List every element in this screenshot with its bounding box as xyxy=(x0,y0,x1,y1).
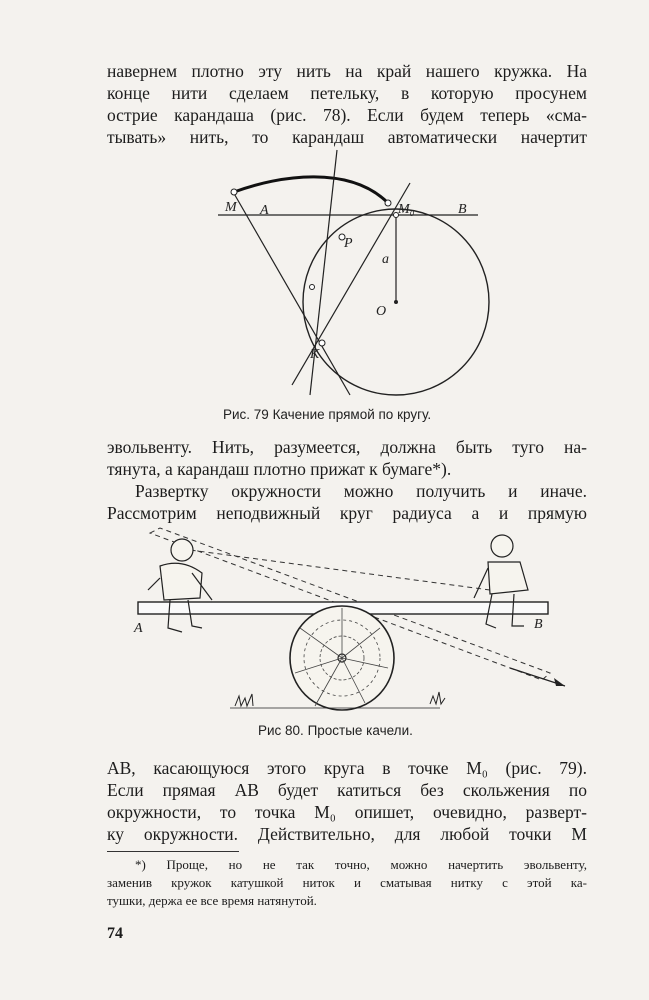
figure-80-caption: Рис 80. Простые качели. xyxy=(258,723,413,738)
footnote xyxy=(107,856,587,910)
label-M0: M₀ xyxy=(398,202,415,217)
footnote-rule xyxy=(107,851,239,852)
text-line: навернем плотно эту нить на край нашего кружка. На xyxy=(107,61,587,81)
point-M0-outer xyxy=(385,200,391,206)
figure-79-diagram xyxy=(210,145,480,400)
text-line: окружности, то точка M₀ опишет, очевидно, разверт- xyxy=(107,802,587,822)
label-K: K xyxy=(310,347,320,362)
label-B: B xyxy=(458,202,467,217)
label-A: A xyxy=(260,203,269,218)
paragraph-4 xyxy=(107,757,587,845)
arrow-head xyxy=(554,678,565,686)
center-point xyxy=(394,300,398,304)
text-line: AB, касающуюся этого круга в точке M₀ (рис. 79). xyxy=(107,758,587,778)
label-P: P xyxy=(344,236,353,251)
text-line: Рассмотрим неподвижный круг радиуса a и прямую xyxy=(107,503,587,523)
paragraph-1 xyxy=(107,60,587,148)
text-line: ку окружности. Действительно, для любой точки M xyxy=(107,824,587,844)
text-line: Развертку окружности можно получить и иначе. xyxy=(135,481,587,501)
text-line: тянута, а карандаш плотно прижат к бумаге*). xyxy=(107,459,452,479)
text-line: острие карандаша (рис. 78). Если будем теперь «сма- xyxy=(107,105,587,125)
figure-79-caption: Рис. 79 Качение прямой по кругу. xyxy=(223,407,432,422)
label-a: a xyxy=(382,252,389,267)
left-child-figure xyxy=(148,539,212,632)
page-number: 74 xyxy=(107,925,123,942)
label-M: M xyxy=(225,200,237,215)
paragraph-2 xyxy=(107,436,587,480)
point-M xyxy=(231,189,237,195)
involute-curve xyxy=(234,177,388,203)
text-line: эвольвенту. Нить, разумеется, должна быть туго на- xyxy=(107,437,587,457)
footnote-line: тушки, держа ее все время натянутой. xyxy=(107,893,317,908)
figure-80-illustration xyxy=(130,528,570,718)
text-line: тывать» нить, то карандаш автоматически начертит xyxy=(107,127,587,147)
label-B-fig80: B xyxy=(534,617,543,632)
label-O: O xyxy=(376,304,387,319)
line-MK xyxy=(232,190,350,395)
label-A-fig80: A xyxy=(134,621,143,636)
paragraph-3 xyxy=(107,480,587,524)
text-line: Если прямая AB будет катиться без скольжения по xyxy=(107,780,587,800)
point-mid xyxy=(310,285,315,290)
point-K xyxy=(319,340,325,346)
text-line: конце нити сделаем петельку, в которую просунем xyxy=(107,83,587,103)
footnote-line: *) Проще, но не так точно, можно начертить эвольвенту, xyxy=(135,857,587,872)
footnote-line: заменив кружок катушкой ниток и сматывая нитку с этой ка- xyxy=(107,875,587,890)
